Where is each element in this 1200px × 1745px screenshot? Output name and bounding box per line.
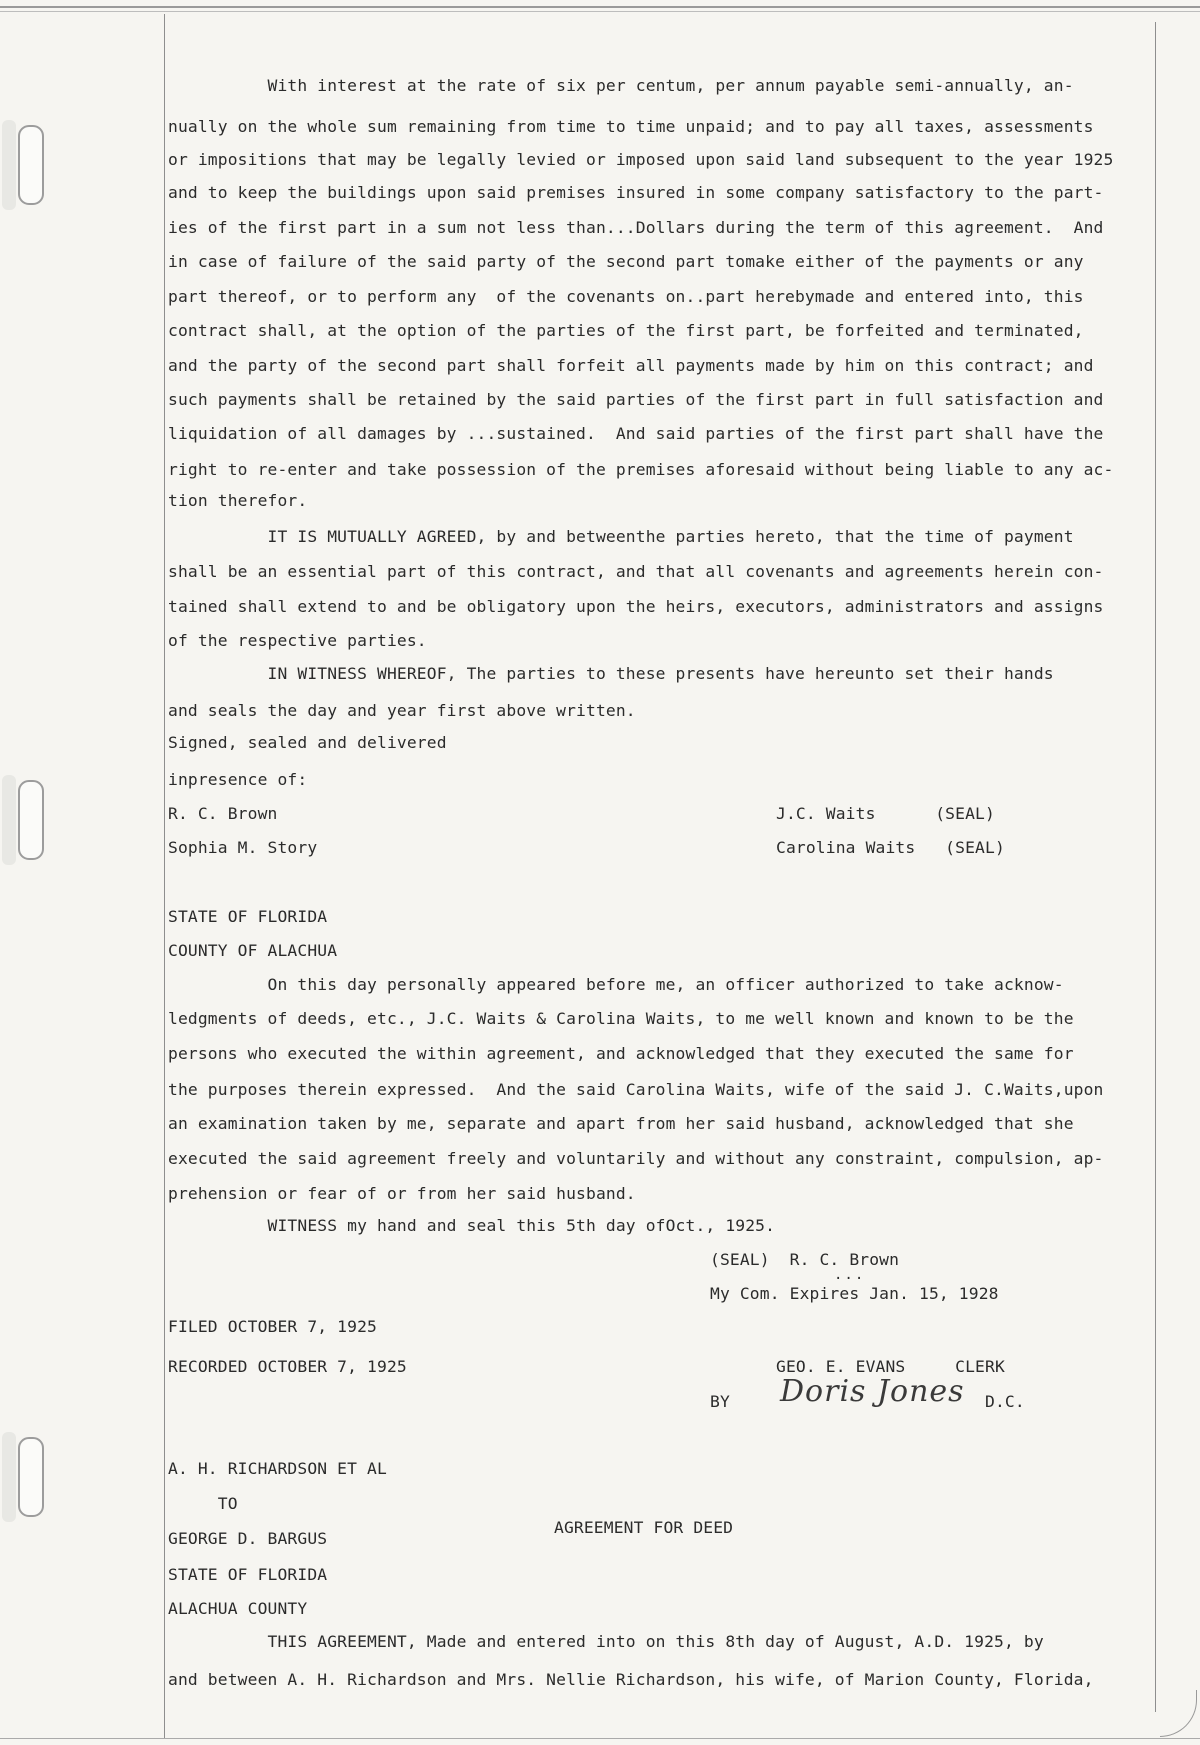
witness-name: Sophia M. Story <box>168 838 318 857</box>
bottom-rule <box>0 1738 1200 1739</box>
text-line: the purposes therein expressed. And the said Carolina Waits, wife of the said J. C.Waits,upon <box>168 1080 1104 1099</box>
binder-shadow <box>2 120 16 210</box>
text-line: nually on the whole sum remaining from time to time unpaid; and to pay all taxes, assessments <box>168 117 1094 136</box>
grantor-line: A. H. RICHARDSON ET AL <box>168 1459 387 1478</box>
signer-name: J.C. Waits (SEAL) <box>776 804 995 823</box>
text-line: THIS AGREEMENT, Made and entered into on this 8th day of August, A.D. 1925, by <box>168 1632 1044 1651</box>
notary-expiration: My Com. Expires Jan. 15, 1928 <box>710 1284 999 1303</box>
binder-hole-bottom <box>18 1437 44 1517</box>
text-line: part thereof, or to perform any of the covenants on..part herebymade and entered into, this <box>168 287 1084 306</box>
top-rule-secondary <box>0 11 1200 12</box>
text-line: in case of failure of the said party of the second part tomake either of the payments or any <box>168 252 1084 271</box>
left-margin-rule <box>164 14 165 1739</box>
binder-shadow <box>2 775 16 865</box>
text-line: Signed, sealed and delivered <box>168 733 447 752</box>
state-line: STATE OF FLORIDA <box>168 1565 328 1584</box>
binder-hole-top <box>18 125 44 205</box>
binder-hole-middle <box>18 780 44 860</box>
signer-name: Carolina Waits (SEAL) <box>776 838 1005 857</box>
text-line: STATE OF FLORIDA <box>168 907 328 926</box>
text-line: WITNESS my hand and seal this 5th day ofOct., 1925. <box>168 1216 776 1235</box>
text-line: right to re-enter and take possession of the premises aforesaid without being liable to any ac- <box>168 460 1114 479</box>
text-line: prehension or fear of or from her said husband. <box>168 1184 636 1203</box>
text-line: of the respective parties. <box>168 631 427 650</box>
text-line: and between A. H. Richardson and Mrs. Nellie Richardson, his wife, of Marion County, Florida, <box>168 1670 1094 1689</box>
text-line: and the party of the second part shall forfeit all payments made by him on this contract; and <box>168 356 1094 375</box>
top-rule <box>0 6 1200 8</box>
text-line: COUNTY OF ALACHUA <box>168 941 338 960</box>
text-line: such payments shall be retained by the said parties of the first part in full satisfaction and <box>168 390 1104 409</box>
text-line: and to keep the buildings upon said premises insured in some company satisfactory to the part- <box>168 183 1104 202</box>
text-line: ies of the first part in a sum not less than...Dollars during the term of this agreement. And <box>168 218 1104 237</box>
text-line: persons who executed the within agreement, and acknowledged that they executed the same for <box>168 1044 1074 1063</box>
text-line: On this day personally appeared before me, an officer authorized to take acknow- <box>168 975 1064 994</box>
witness-name: R. C. Brown <box>168 804 278 823</box>
text-line: an examination taken by me, separate and apart from her said husband, acknowledged that she <box>168 1114 1074 1133</box>
text-line: tion therefor. <box>168 491 308 510</box>
notary-seal-line: (SEAL) R. C. Brown <box>710 1250 900 1269</box>
deputy-clerk-signature: Doris Jones <box>780 1374 965 1409</box>
page-corner-curl <box>1160 1690 1197 1737</box>
right-margin-rule <box>1155 22 1156 1712</box>
clerk-name: GEO. E. EVANS CLERK <box>776 1357 1005 1376</box>
text-line: tained shall extend to and be obligatory upon the heirs, executors, administrators and assigns <box>168 597 1104 616</box>
text-line: executed the said agreement freely and voluntarily and without any constraint, compulsion, ap- <box>168 1149 1104 1168</box>
text-line: shall be an essential part of this contract, and that all covenants and agreements herein con- <box>168 562 1104 581</box>
recorded-date: RECORDED OCTOBER 7, 1925 <box>168 1357 407 1376</box>
grantee-line: GEORGE D. BARGUS <box>168 1529 328 1548</box>
clerk-by: BY <box>710 1392 730 1411</box>
deputy-clerk-title: D.C. <box>985 1392 1025 1411</box>
text-line: With interest at the rate of six per centum, per annum payable semi-annually, an- <box>168 76 1074 95</box>
instrument-heading: AGREEMENT FOR DEED <box>554 1518 734 1537</box>
county-line: ALACHUA COUNTY <box>168 1599 308 1618</box>
text-line: and seals the day and year first above written. <box>168 701 636 720</box>
text-line: contract shall, at the option of the parties of the first part, be forfeited and terminated, <box>168 321 1084 340</box>
notary-dots: ... <box>834 1267 866 1283</box>
text-line: inpresence of: <box>168 770 308 789</box>
text-line: IT IS MUTUALLY AGREED, by and betweenthe parties hereto, that the time of payment <box>168 527 1074 546</box>
binder-shadow <box>2 1432 16 1522</box>
text-line: ledgments of deeds, etc., J.C. Waits & Carolina Waits, to me well known and known to be the <box>168 1009 1074 1028</box>
text-line: IN WITNESS WHEREOF, The parties to these presents have hereunto set their hands <box>168 664 1054 683</box>
to-line: TO <box>168 1494 238 1513</box>
text-line: liquidation of all damages by ...sustained. And said parties of the first part shall have the <box>168 424 1104 443</box>
text-line: or impositions that may be legally levied or imposed upon said land subsequent to the year 1925 <box>168 150 1114 169</box>
filed-date: FILED OCTOBER 7, 1925 <box>168 1317 377 1336</box>
